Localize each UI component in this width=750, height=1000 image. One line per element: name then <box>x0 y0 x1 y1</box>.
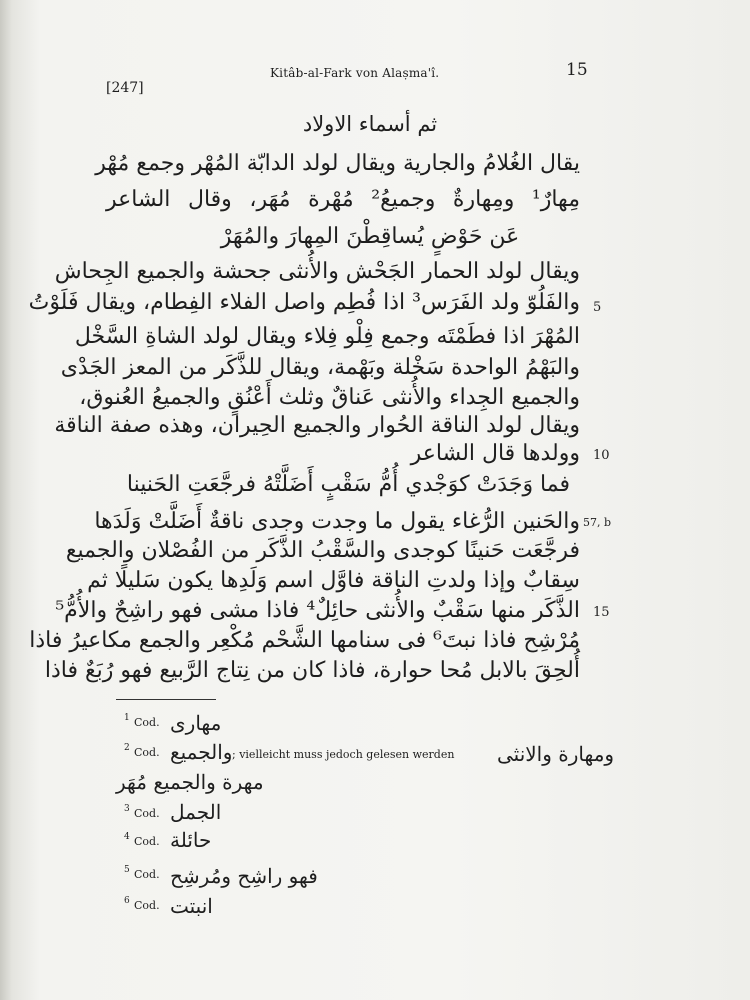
text-line: ويقال لولد الحمار الجَحْش والأُنثى جحشة والجميع الجِحاش <box>54 259 580 284</box>
footnote-number: 1 <box>124 713 130 723</box>
footnote-arabic: مهرة والجميع مُهَر <box>116 770 264 794</box>
footnote-number: 5 <box>124 865 130 875</box>
verse-line: عَن حَوْضٍ يُساقِطْنَ المِهارَ والمُهَرْ <box>220 224 520 249</box>
text-line: والبَهْمُ الواحدة سَخْلة وبَهْمة، ويقال للذَّكَر من المعز الجَدْى <box>60 355 580 380</box>
footnote-number: 4 <box>124 832 130 842</box>
text-line: يقال الغُلامُ والجارية ويقال لولد الدابّة المُهْر وجمع مُهْر <box>95 151 580 176</box>
footnote-cod: Cod. <box>134 835 160 848</box>
footnote-arabic: الجمل <box>170 800 222 824</box>
text-line: المُهْرَ اذا فطَمْتَه وجمع فِلْو فِلاء ويقال لولد الشاةِ السَّخْل <box>74 324 580 349</box>
text-line: مُرْشِح فاذا نبتَ⁶ فى سنامها الشَّحْم مُكْعِر والجمع مكاعيرُ فاذا <box>29 628 580 653</box>
text-line: ويقال لولد الناقة الحُوار والجميع الحِيران، وهذه صفة الناقة <box>54 413 580 438</box>
line-number-10: 10 <box>593 448 610 463</box>
footnote-cod: Cod. <box>134 807 160 820</box>
text-line: والجميع الجِداء والأُنثى عَناقٌ وثلث أَعْنُقٍ والجميعُ العُنوق، <box>79 385 580 410</box>
page-reference: [247] <box>106 80 144 96</box>
text-line: سِقابٌ وإذا ولدتِ الناقة فاوَّل اسم وَلَدِها يكون سَليلًا ثم <box>87 568 580 593</box>
verse-line: فما وَجَدَتْ كوَجْدي أُمُّ سَقْبٍ أَضَلَّتْهُ فرجَّعَتِ الحَنينا <box>126 472 570 497</box>
text-line: والحَنين الرُّغاء يقول ما وجدت وجدى ناقةٌ أَضَلَّتْ وَلَدَها <box>94 509 580 534</box>
footnote-cod: Cod. <box>134 746 160 759</box>
footnote-arabic: فهو راشِح ومُرشِح <box>170 864 318 888</box>
manuscript-reference: 57, b <box>583 516 612 529</box>
running-title: Kitâb-al-Fark von Alaṣma'î. <box>270 66 440 80</box>
footnote-number: 6 <box>124 896 130 906</box>
text-line: والفَلُوّ ولد الفَرَس³ اذا فُطِم واصل الفلاء الفِطام، ويقال فَلَوْتُ <box>28 290 580 315</box>
footnote-arabic: مهارى <box>170 711 222 735</box>
footnote-arabic: والجميع <box>170 740 233 764</box>
footnote-text: ; vielleicht muss jedoch gelesen werden <box>232 748 455 761</box>
footnote-cod: Cod. <box>134 868 160 881</box>
footnote-rule <box>116 699 216 700</box>
footnote-number: 2 <box>124 743 130 753</box>
line-number-5: 5 <box>593 300 602 315</box>
footnote-arabic: حائلة <box>170 828 212 852</box>
page-number: 15 <box>566 60 588 80</box>
footnote-cod: Cod. <box>134 716 160 729</box>
text-line: الذَّكَر منها سَقْبٌ والأُنثى حائِلٌ⁴ فاذا مشى فهو راشِحٌ والأُمُّ⁵ <box>55 598 580 623</box>
text-line: مِهارٌ¹ ومِهارةٌ وجميعُ² مُهْرة مُهَر، وقال الشاعر <box>106 187 580 212</box>
line-number-15: 15 <box>593 605 610 620</box>
section-heading: ثم أسماء الاولاد <box>302 112 438 136</box>
footnote-arabic: ومهارة والانثى <box>497 742 615 766</box>
text-line: فرجَّعَت حَنينًا كوجدى والسَّقْبُ الذَّكَر من الفُصْلان والجميع <box>65 538 580 563</box>
footnote-number: 3 <box>124 804 130 814</box>
text-line: أُلحِقَ بالابل مُحا حوارة، فاذا كان من نِتاج الرَّبيع فهو رُبَعٌ فاذا <box>44 658 580 683</box>
footnote-arabic: انبتت <box>170 894 213 918</box>
footnote-cod: Cod. <box>134 899 160 912</box>
text-line: وولدها قال الشاعر <box>410 441 580 466</box>
